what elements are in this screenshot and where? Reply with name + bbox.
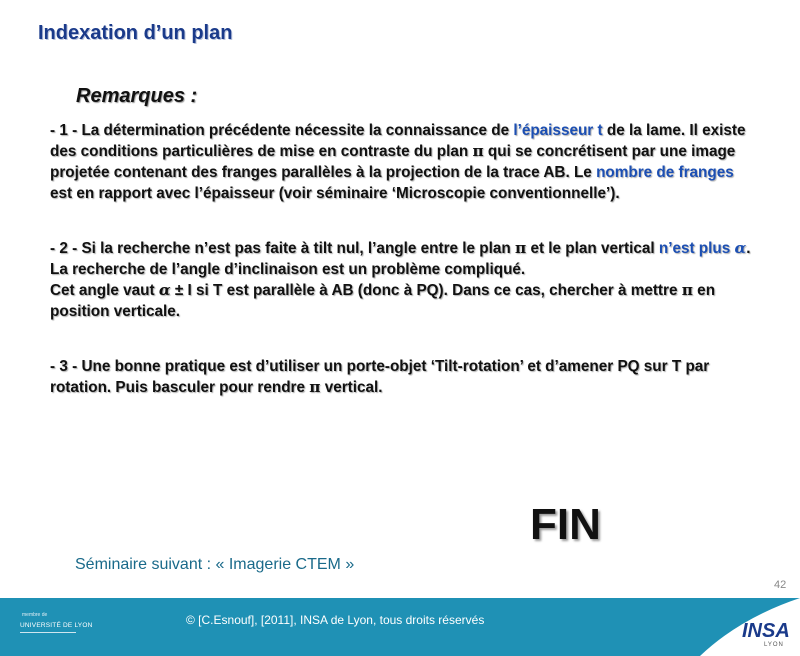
remark-2-highlight: n’est plus	[658, 240, 735, 257]
remark-1-text-c: qui se concrétisent par une image projetée contenant des franges parallèles à la projection de la trace AB. Le	[50, 143, 736, 181]
alpha-symbol: α	[734, 239, 747, 257]
slide-title: Indexation d’un plan	[38, 22, 233, 44]
universite-de-lyon-logo	[18, 610, 93, 640]
logo-left-rule	[20, 632, 76, 633]
remark-1-text-a: - 1 - La détermination précédente nécessite la connaissance de	[50, 122, 514, 139]
remarques-heading: Remarques :	[76, 85, 198, 107]
insa-logo-text: INSA	[742, 620, 790, 642]
logo-left-small-text: membre de	[22, 612, 48, 618]
remark-1-text-b: de la lame. Il existe des conditions particulières de mise en contraste du plan	[50, 122, 746, 160]
pi-symbol: π	[681, 281, 693, 299]
remark-3	[50, 356, 755, 398]
remark-2-text-f: en position verticale.	[50, 282, 716, 320]
logo-left-text: UNIVERSITÉ DE LYON	[20, 622, 93, 629]
pi-symbol: π	[515, 239, 527, 257]
pi-symbol: π	[309, 378, 321, 396]
remark-2	[50, 238, 755, 322]
remark-1	[50, 120, 755, 204]
remark-2-text-e: ± I si T est parallèle à AB (donc à PQ). Dans ce cas, chercher à mettre	[170, 282, 682, 299]
remark-1-text-d: est en rapport avec l’épaisseur (voir séminaire ‘Microscopie conventionnelle’).	[50, 185, 620, 202]
remark-1-highlight-fringes: nombre de franges	[596, 164, 734, 181]
footer-band	[0, 598, 800, 656]
next-seminar-link[interactable]: Séminaire suivant : « Imagerie CTEM »	[75, 556, 355, 573]
insa-logo-subtext: LYON	[764, 642, 784, 648]
pi-symbol: π	[472, 142, 484, 160]
alpha-symbol: α	[158, 281, 171, 299]
remark-3-text-a: - 3 - Une bonne pratique est d’utiliser un porte-objet ‘Tilt-rotation’ et d’amener PQ sur T par rotation. Puis basculer pour rendre	[50, 358, 710, 396]
fin-label: FIN	[530, 500, 601, 549]
insa-logo	[730, 618, 790, 652]
page-number: 42	[774, 579, 787, 591]
remark-2-text-d: Cet angle vaut	[50, 282, 159, 299]
remark-2-text-b: et le plan vertical	[526, 240, 659, 257]
copyright-text: © [C.Esnouf], [2011], INSA de Lyon, tous droits réservés	[186, 613, 485, 627]
remark-2-text-a: - 2 - Si la recherche n’est pas faite à tilt nul, l’angle entre le plan	[50, 240, 515, 257]
remark-3-text-b: vertical.	[320, 379, 383, 396]
remark-2-text-c: . La recherche de l’angle d’inclinaison est un problème compliqué.	[50, 240, 751, 278]
remark-1-highlight-thickness: l’épaisseur t	[513, 122, 603, 139]
